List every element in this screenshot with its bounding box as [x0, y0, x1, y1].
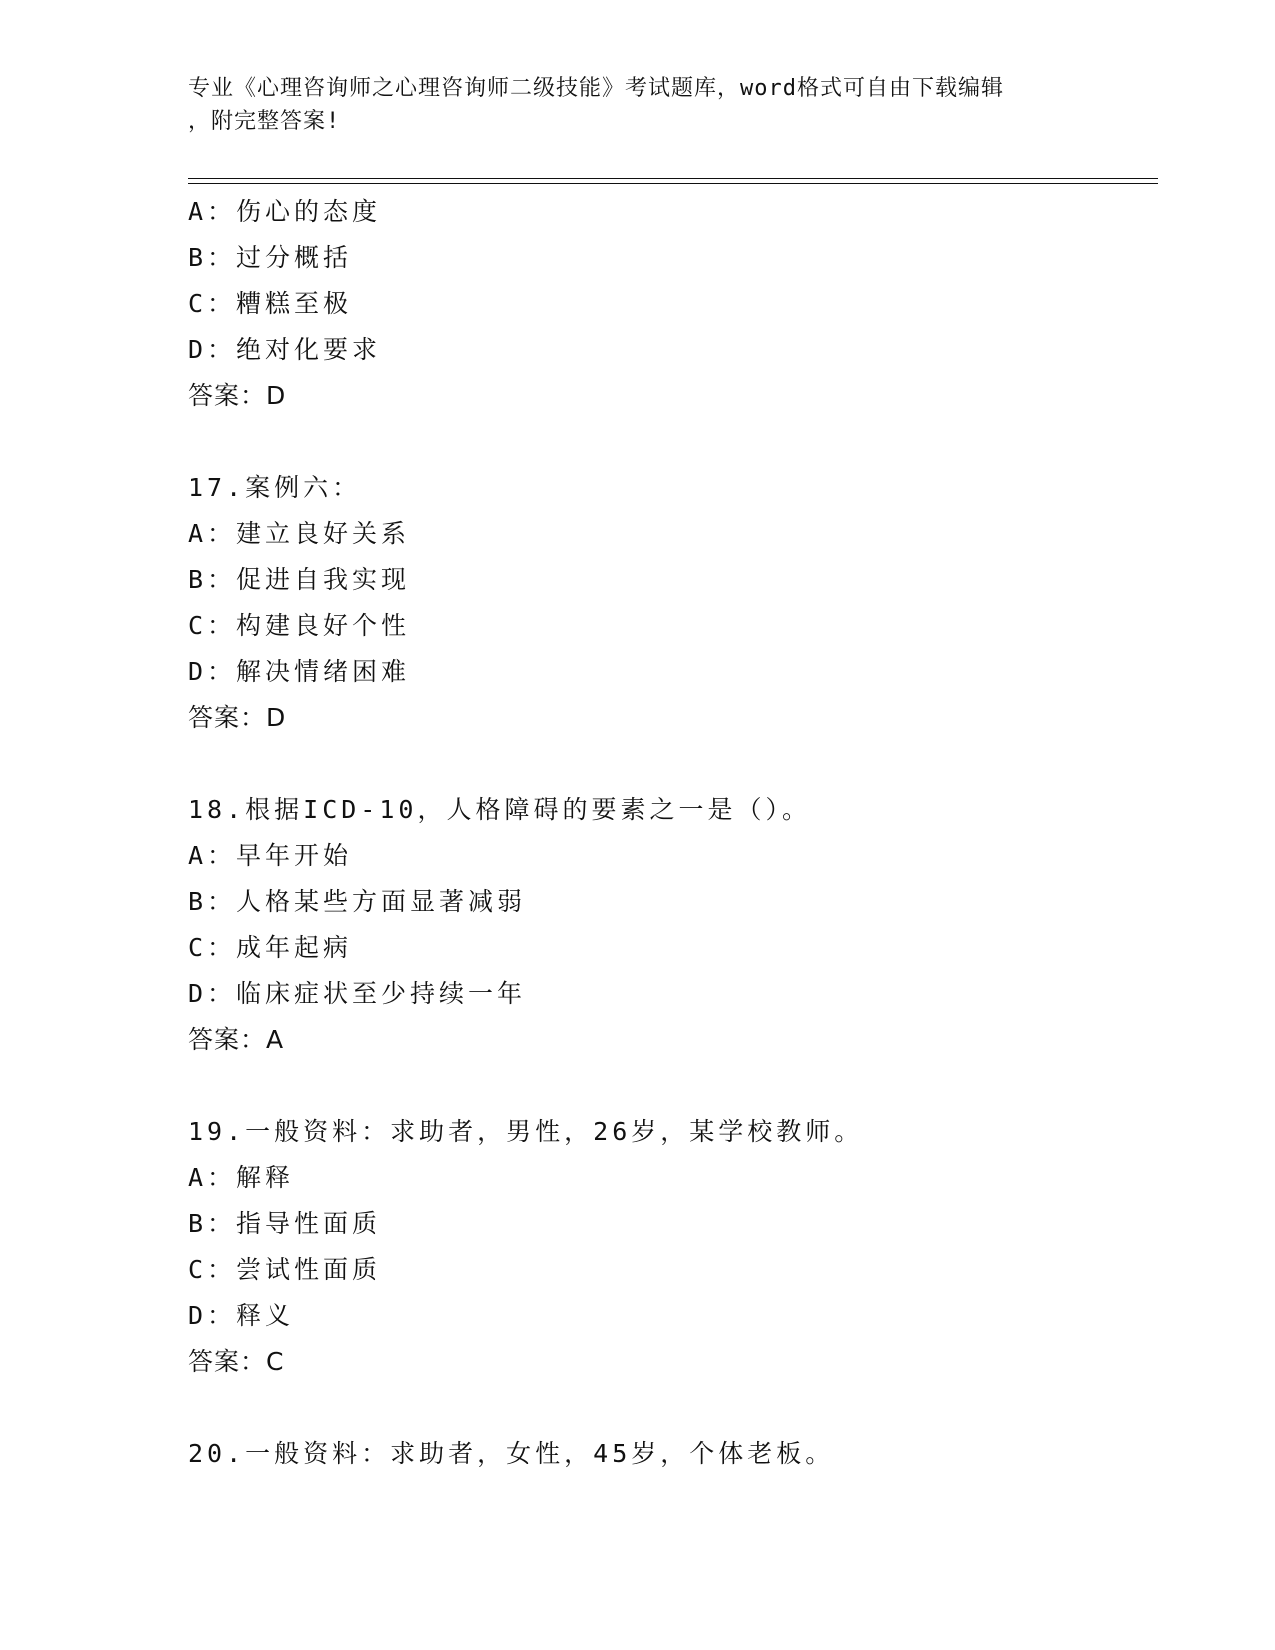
- option-d: D：临床症状至少持续一年: [188, 979, 527, 1008]
- option-a: A：解释: [188, 1163, 295, 1192]
- answer-line: 答案：D: [188, 381, 287, 410]
- option-d: D：释义: [188, 1301, 295, 1330]
- header-rule-bottom: [188, 183, 1158, 184]
- question-block-16: [188, 189, 1148, 419]
- question-list: [188, 189, 1148, 1477]
- answer-line: 答案：D: [188, 703, 287, 732]
- option-c: C：尝试性面质: [188, 1255, 382, 1284]
- option-b: B：过分概括: [188, 243, 353, 272]
- option-b: B：人格某些方面显著减弱: [188, 887, 527, 916]
- answer-line: 答案：C: [188, 1347, 285, 1376]
- header-line-2: ，附完整答案!: [188, 109, 341, 134]
- answer-line: 答案：A: [188, 1025, 285, 1054]
- option-a: A：早年开始: [188, 841, 353, 870]
- option-c: C：糟糕至极: [188, 289, 353, 318]
- option-a: A：伤心的态度: [188, 197, 382, 226]
- spacer: [188, 741, 1148, 787]
- question-stem: 17.案例六：: [188, 473, 362, 502]
- spacer: [188, 419, 1148, 465]
- question-block-18: [188, 787, 1148, 1063]
- question-block-19: [188, 1109, 1148, 1385]
- option-c: C：成年起病: [188, 933, 353, 962]
- spacer: [188, 1063, 1148, 1109]
- question-block-20: [188, 1431, 1148, 1477]
- question-block-17: [188, 465, 1148, 741]
- spacer: [188, 1385, 1148, 1431]
- header-rule-top: [188, 178, 1158, 179]
- option-d: D：解决情绪困难: [188, 657, 411, 686]
- document-header: [188, 72, 1088, 138]
- question-stem: 18.根据ICD-10，人格障碍的要素之一是（）。: [188, 795, 811, 824]
- question-stem: 19.一般资料：求助者，男性，26岁，某学校教师。: [188, 1117, 864, 1146]
- question-stem: 20.一般资料：求助者，女性，45岁，个体老板。: [188, 1439, 835, 1468]
- header-line-1: 专业《心理咨询师之心理咨询师二级技能》考试题库，word格式可自由下载编辑: [188, 76, 1004, 101]
- option-b: B：指导性面质: [188, 1209, 382, 1238]
- option-c: C：构建良好个性: [188, 611, 411, 640]
- option-b: B：促进自我实现: [188, 565, 411, 594]
- option-d: D：绝对化要求: [188, 335, 382, 364]
- option-a: A：建立良好关系: [188, 519, 411, 548]
